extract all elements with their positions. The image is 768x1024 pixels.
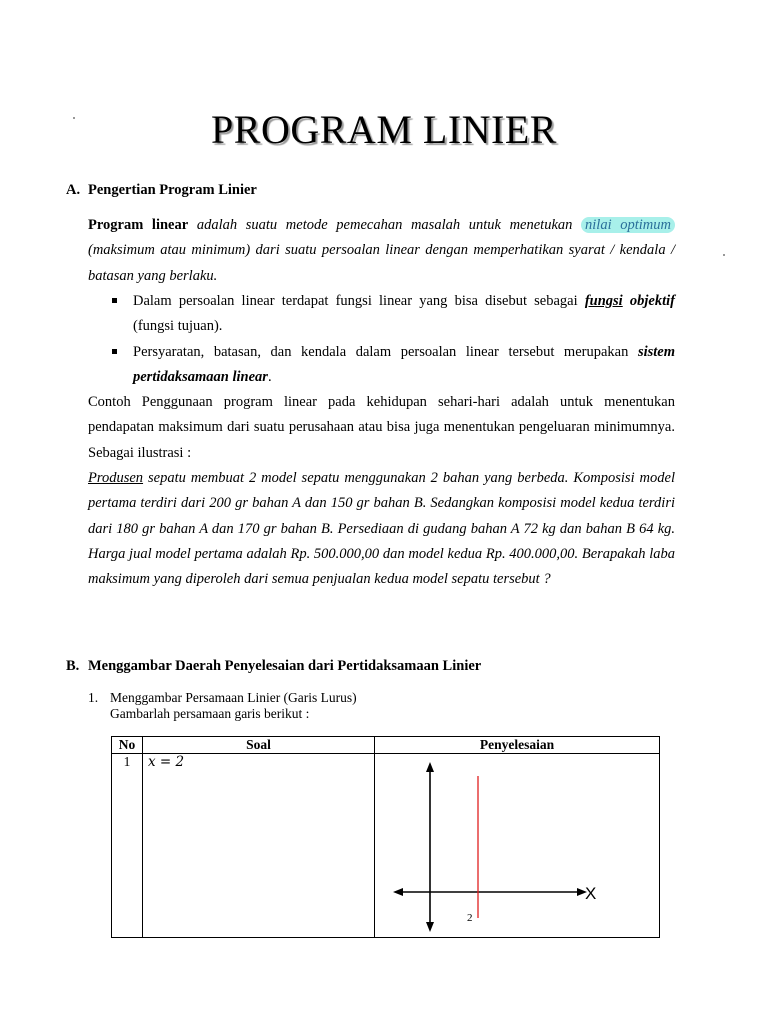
section-a-heading	[66, 182, 257, 199]
row-number: 1	[112, 754, 143, 938]
x-axis-label: X	[585, 884, 597, 903]
highlighted-term: nilai optimum	[581, 217, 675, 233]
section-b-title: Menggambar Daerah Penyelesaian dari Pertidaksamaan Linier	[88, 658, 482, 674]
bullet-square-icon	[112, 298, 117, 303]
section-a-letter: A.	[66, 182, 81, 198]
bullet-item	[112, 289, 675, 340]
solution-graph	[375, 754, 665, 938]
subsection-item	[88, 690, 357, 722]
page-title: PROGRAM LINIER	[211, 107, 557, 152]
illustration-text: sepatu membuat 2 model sepatu menggunakan 2 bahan yang berbeda. Komposisi model pertama terdiri dari 200 gr bahan A dan 150 gr bahan B. Sedangkan komposisi model kedua terdiri dari 180 gr bahan A dan 170 gr bahan B. Persediaan di gudang bahan A 72 kg dan bahan B 64 kg. Harga jual model pertama adalah Rp. 500.000,00 dan model kedua Rp. 400.000,00. Berapakah laba maksimum yang diperoleh dari semua penjualan kedua model sepatu tersebut ?	[88, 470, 675, 588]
row-solution	[375, 754, 660, 938]
subsection-title: Menggambar Persamaan Linier (Garis Lurus)	[110, 690, 357, 705]
definition-text-2: (maksimum atau minimum) dari suatu persoalan linear dengan memperhatikan syarat / kendala / batasan yang berlaku.	[88, 242, 675, 284]
bullet-tail: .	[267, 369, 272, 386]
header-penyelesaian: Penyelesaian	[375, 737, 660, 754]
table-header-row	[112, 737, 660, 754]
y-axis-arrow-down-icon	[426, 922, 434, 932]
exercise-table	[111, 736, 660, 938]
header-soal: Soal	[143, 737, 375, 754]
section-b-heading	[66, 658, 481, 675]
section-a-title: Pengertian Program Linier	[88, 182, 257, 198]
bullet-item	[112, 340, 675, 391]
bullet-text: Persyaratan, batasan, dan kendala dalam persoalan linear tersebut merupakan	[133, 344, 638, 360]
bullet-emphasis: objektif	[622, 293, 675, 309]
definition-paragraph	[88, 213, 675, 289]
row-question: x = 2	[143, 754, 375, 938]
header-no: No	[112, 737, 143, 754]
bullet-emphasis: fungsi	[584, 293, 623, 309]
section-b-letter: B.	[66, 658, 80, 674]
stray-mark	[723, 254, 725, 256]
table-row	[112, 754, 660, 938]
bullet-emphasis: sistem pertidaksamaan linear	[133, 344, 675, 386]
tick-label: 2	[467, 912, 473, 924]
x-axis-arrow-left-icon	[393, 888, 403, 896]
definition-text-1: adalah suatu metode pemecahan masalah untuk menetukan	[188, 217, 582, 233]
example-intro-paragraph	[88, 390, 675, 466]
subsection-number: 1.	[88, 690, 99, 705]
definition-term: Program linear	[88, 217, 189, 233]
y-axis-arrow-up-icon	[426, 762, 434, 772]
example-intro-text: Contoh Penggunaan program linear pada kehidupan sehari-hari adalah untuk menentukan pendapatan maksimum dari suatu perusahaan atau bisa juga menentukan pengeluaran minimumnya. Sebagai ilustrasi :	[88, 394, 675, 461]
bullet-tail: (fungsi tujuan).	[133, 318, 223, 335]
illustration-first-word: Produsen	[88, 470, 144, 486]
subsection-instruction: Gambarlah persamaan garis berikut :	[110, 706, 310, 721]
bullet-text: Dalam persoalan linear terdapat fungsi linear yang bisa disebut sebagai	[133, 293, 585, 309]
bullet-square-icon	[112, 349, 117, 354]
illustration-paragraph	[88, 466, 675, 592]
